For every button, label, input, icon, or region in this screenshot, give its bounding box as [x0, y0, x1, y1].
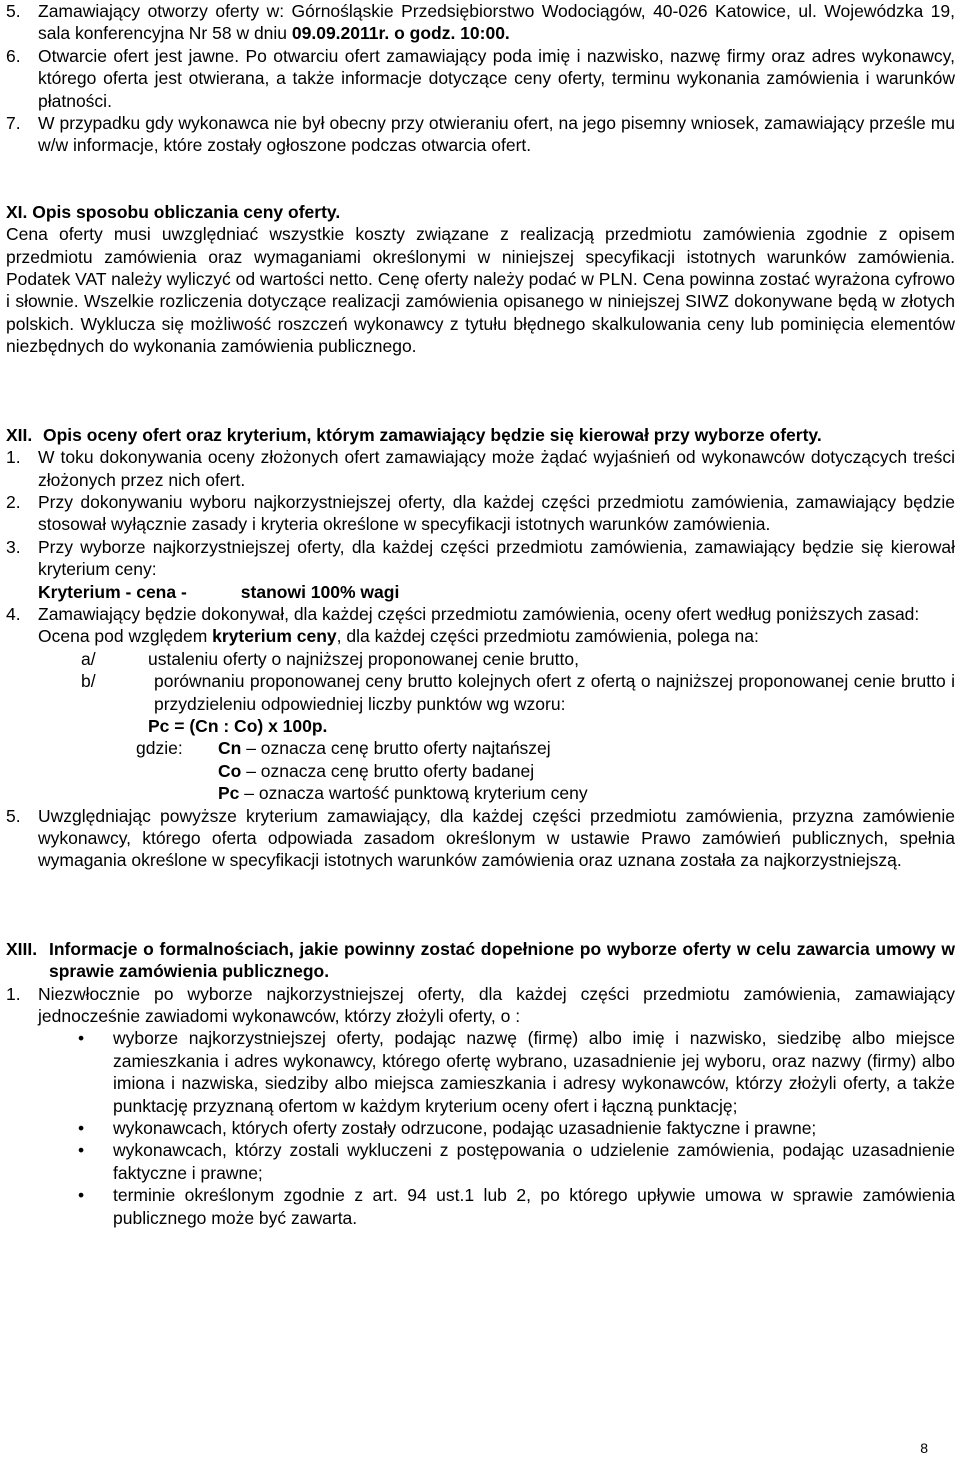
criterion-line: [38, 581, 955, 603]
list-item-5: [6, 0, 955, 45]
item-text: Otwarcie ofert jest jawne. Po otwarciu ofert zamawiający poda imię i nazwisko, nazwę firmy oraz adres wykonawcy, którego oferta jest otwierana, a także informacje dotyczące ceny oferty, terminu wykonania zamówienia i warunków płatności.: [38, 45, 955, 111]
item-text: Uwzględniając powyższe kryterium zamawiający, dla każdej części przedmiotu zamówienia, przyzna zamówienie wykonawcy, którego oferta odpowiada zasadom określonym w ustawie Prawo zamówień publicznych, spełnia wymagania określone w specyfikacji istotnych warunków zamówienia oraz uznana została za najkorzystniejszą.: [38, 805, 955, 871]
bullet-text: wyborze najkorzystniejszej oferty, podając nazwę (firmę) albo imię i nazwisko, siedzibę albo miejsce zamieszkania i adres wykonawcy, którego ofertę wybrano, uzasadnienie jej wyboru, oraz nazwy (firmy) albo imiona i nazwiska, siedziby albo miejsca zamieszkania i adresy wykonawców, którzy złożyli oferty, a także punktację przyznaną ofertom w każdym kryterium oceny ofert i łączną punktację;: [113, 1028, 955, 1116]
sub-item-label: a/: [81, 648, 96, 669]
item-number: 1.: [6, 447, 21, 468]
formula: Pc = (Cn : Co) x 100p.: [148, 715, 328, 736]
section-title: Informacje o formalnościach, jakie powinny zostać dopełnione po wyborze oferty w celu zawarcia umowy w sprawie zamówienia publicznego.: [49, 938, 955, 982]
legend-pc: [6, 782, 955, 804]
sub-item-text: ustaleniu oferty o najniższej proponowanej cenie brutto,: [148, 648, 579, 669]
sub-item-label: b/: [81, 671, 96, 692]
legend-co: [6, 760, 955, 782]
legend-lead: gdzie:: [136, 738, 183, 759]
list-item-6: [6, 45, 955, 112]
section-number: XIII.: [6, 938, 38, 959]
criterion-weight: stanowi 100% wagi: [240, 581, 400, 602]
item-text: W przypadku gdy wykonawca nie był obecny przy otwieraniu ofert, na jego pisemny wniosek, zamawiający prześle mu w/w informacje, które zostały ogłoszone podczas otwarcia ofert.: [38, 113, 955, 156]
section-title: Opis oceny ofert oraz kryterium, którym zamawiający będzie się kierował przy wyborze oferty.: [43, 424, 822, 445]
item-number: 4.: [6, 603, 21, 624]
bullet-item: [6, 1184, 955, 1229]
item-text: W toku dokonywania oceny złożonych ofert zamawiający może żądać wyjaśnień od wykonawców dotyczących treści złożonych przez nich ofert.: [38, 447, 955, 490]
item-number: 6.: [6, 45, 21, 66]
legend-symbol: Pc: [218, 783, 240, 804]
item-text: Przy dokonywaniu wyboru najkorzystniejszej oferty, dla każdej części przedmiotu zamówienia, zamawiający będzie stosował wyłącznie zasady i kryteria określone w specyfikacji istotnych warunków zamówienia.: [38, 491, 955, 535]
page-number: 8: [920, 1440, 928, 1456]
bullet-icon: •: [78, 1140, 85, 1161]
legend-cn: [6, 737, 955, 759]
list-item-xii-1: [6, 446, 955, 491]
legend-text: – oznacza cenę brutto oferty badanej: [241, 760, 535, 781]
legend-text: – oznacza cenę brutto oferty najtańszej: [241, 738, 551, 759]
list-item-xii-3: [6, 536, 955, 603]
bullet-icon: •: [78, 1118, 85, 1139]
list-item-xii-5: [6, 805, 955, 872]
section-xii-heading: [6, 424, 955, 446]
evaluation-text-end: , dla każdej części przedmiotu zamówienia, polega na:: [336, 626, 759, 647]
bullet-icon: •: [78, 1028, 85, 1049]
item-text: Zamawiający otworzy oferty w: Górnośląskie Przedsiębiorstwo Wodociągów, 40-026 Katowice, ul. Wojewódzka 19, sala konferencyjna Nr 58 w dniu: [38, 1, 955, 44]
section-xiii-heading: [6, 938, 955, 983]
criterion-label: Kryterium - cena -: [38, 581, 187, 602]
item-number: 2.: [6, 491, 21, 512]
sub-item-a: [6, 648, 955, 670]
list-item-xii-2: [6, 491, 955, 536]
item-number: 7.: [6, 113, 21, 134]
list-item-7: [6, 112, 955, 157]
legend-symbol: Co: [218, 760, 242, 781]
bullet-item: [6, 1117, 955, 1139]
item-number: 5.: [6, 805, 21, 826]
opening-date: 09.09.2011r. o godz. 10:00.: [291, 23, 510, 44]
legend-symbol: Cn: [218, 738, 242, 759]
item-number: 5.: [6, 1, 21, 21]
bullet-item: [6, 1139, 955, 1184]
item-text: Zamawiający będzie dokonywał, dla każdej części przedmiotu zamówienia, oceny ofert według poniższych zasad:: [38, 603, 920, 624]
bullet-text: terminie określonym zgodnie z art. 94 ust.1 lub 2, po którego upływie umowa w sprawie zamówienia publicznego może być zawarta.: [113, 1185, 955, 1228]
bullet-text: wykonawcach, których oferty zostały odrzucone, podając uzasadnienie faktyczne i prawne;: [113, 1118, 817, 1139]
section-xi-body: Cena oferty musi uwzględniać wszystkie koszty związane z realizacją przedmiotu zamówienia zgodnie z opisem przedmiotu zamówienia oraz wymaganiami określonymi w niniejszej specyfikacji istotnych warunków zamówienia. Podatek VAT należy wyliczyć od wartości netto. Cenę oferty należy podać w PLN. Cena powinna zostać wyrażona cyfrowo i słownie. Wszelkie rozliczenia dotyczące realizacji zamówienia opisanego w niniejszej SIWZ dokonywane będą w złotych polskich. Wyklucza się możliwość roszczeń wykonawcy z tytułu błędnego skalkulowania ceny lub pominięcia elementów niezbędnych do wykonania zamówienia publicznego.: [6, 224, 955, 357]
bullet-text: wykonawcach, którzy zostali wykluczeni z postępowania o udzielenie zamówienia, podając uzasadnienie faktyczne i prawne;: [113, 1140, 955, 1183]
bullet-item: [6, 1027, 955, 1117]
section-xi-heading: XI. Opis sposobu obliczania ceny oferty.: [6, 201, 341, 222]
sub-item-b: [6, 670, 955, 715]
item-number: 1.: [6, 983, 21, 1004]
item-number: 3.: [6, 536, 21, 557]
sub-item-text: porównaniu proponowanej ceny brutto kolejnych ofert z ofertą o najniższej proponowanej cenie brutto i przydzieleniu odpowiedniej liczby punktów wg wzoru:: [154, 671, 955, 714]
section-number: XII.: [6, 424, 33, 445]
evaluation-text: Ocena pod względem: [38, 626, 213, 647]
bullet-icon: •: [78, 1185, 85, 1206]
evaluation-line: [38, 625, 955, 647]
list-item-xiii-1: [6, 983, 955, 1028]
item-text: Niezwłocznie po wyborze najkorzystniejszej oferty, dla każdej części przedmiotu zamówienia, zamawiający jednocześnie zawiadomi wykonawców, którzy złożyli oferty, o :: [38, 983, 955, 1027]
item-text: Przy wyborze najkorzystniejszej oferty, dla każdej części przedmiotu zamówienia, zamawiający będzie się kierował kryterium ceny:: [38, 536, 955, 580]
list-item-xii-4: [6, 603, 955, 648]
evaluation-criterion: kryterium ceny: [212, 626, 337, 647]
legend-text: – oznacza wartość punktową kryterium ceny: [239, 783, 588, 804]
